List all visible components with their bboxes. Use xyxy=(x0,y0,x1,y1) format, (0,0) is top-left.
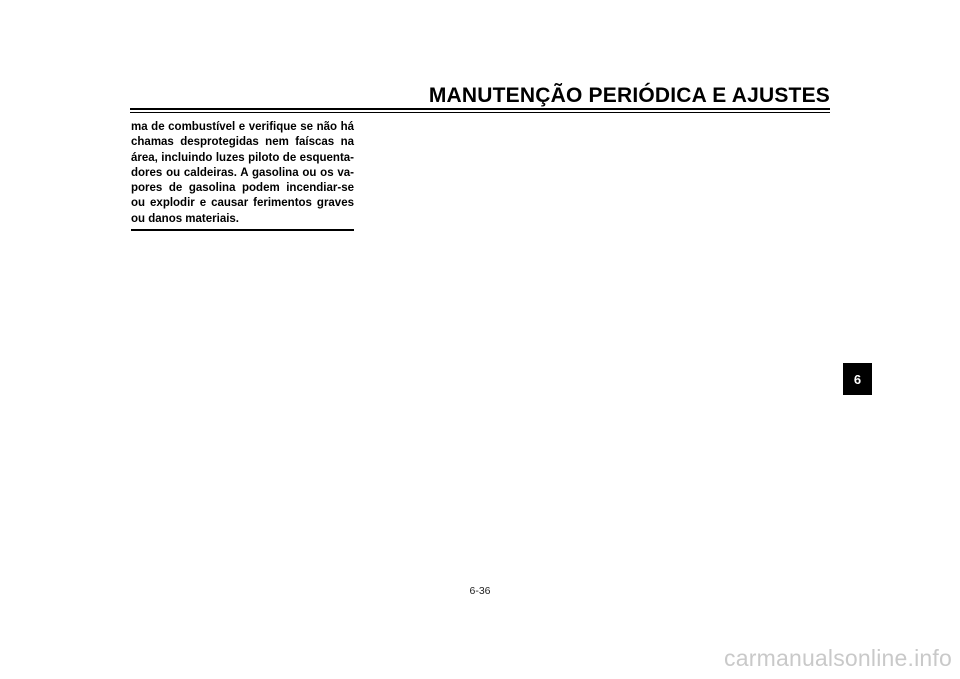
page-title: MANUTENÇÃO PERIÓDICA E AJUSTES xyxy=(428,84,830,107)
warning-line: área, incluindo luzes piloto de esquenta- xyxy=(131,151,354,164)
warning-line: dores ou caldeiras. A gasolina ou os va- xyxy=(131,166,354,179)
warning-line: ou danos materiais. xyxy=(131,212,240,225)
warning-line: ma de combustível e verifique se não há xyxy=(131,121,354,133)
warning-line: ou explodir e causar ferimentos graves xyxy=(131,197,354,210)
warning-line: chamas desprotegidas nem faíscas na xyxy=(131,136,354,149)
warning-line: pores de gasolina podem incendiar-se xyxy=(131,182,354,195)
header-rule-thin xyxy=(130,112,830,113)
page-header xyxy=(130,84,830,114)
header-rule-thick xyxy=(130,108,830,110)
warning-text xyxy=(131,120,354,227)
watermark: carmanualsonline.info xyxy=(724,645,952,671)
warning-end-rule xyxy=(131,229,354,231)
chapter-tab[interactable]: 6 xyxy=(843,363,872,395)
page-number: 6-36 xyxy=(469,585,491,597)
